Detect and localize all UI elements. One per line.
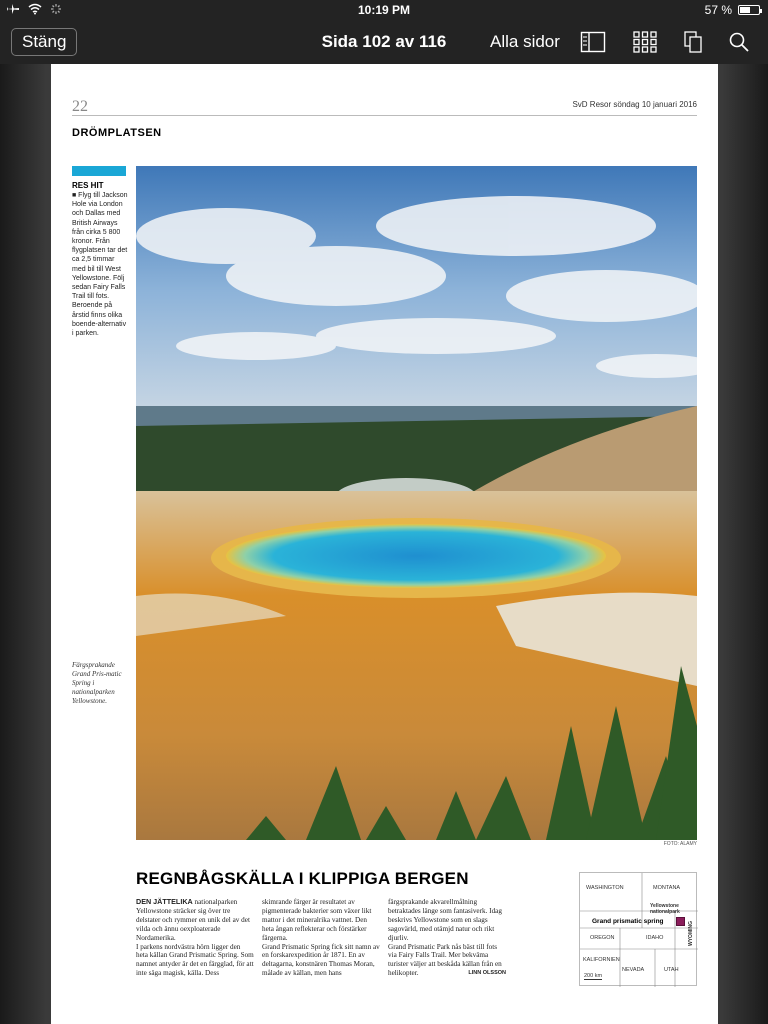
map-label-washington: WASHINGTON <box>586 885 624 891</box>
map-label-idaho: IDAHO <box>646 935 664 941</box>
page-number: 22 <box>72 98 88 115</box>
map-label-california: KALIFORNIEN <box>583 957 620 963</box>
document-viewer[interactable] <box>0 64 768 1024</box>
page-indicator: Sida 102 av 116 <box>321 32 447 51</box>
section-heading: DRÖMPLATSEN <box>72 127 162 139</box>
all-pages-button[interactable]: Alla sidor <box>490 32 560 51</box>
article-lead: DEN JÄTTELIKA <box>136 897 193 906</box>
sidebar-accent-bar <box>72 166 126 176</box>
sidebar-heading: RES HIT <box>72 181 104 190</box>
battery-icon <box>738 5 760 15</box>
article-column-1 <box>136 898 254 978</box>
search-icon[interactable] <box>727 30 753 54</box>
article-text-1: nationalparken Yellowstone sträcker sig över tre delstater och rymmer en unik del av det vilda och ännu oexploaterade Nordamerika. I parkens nordvästra hörn ligger den heta källan Grand Prismatic Spring. Som namnet antyder är det en färgglad, för att inte säga magisk, källa. Dess <box>136 898 254 978</box>
article-column-3 <box>388 898 506 978</box>
status-bar <box>0 0 768 22</box>
article-column-2: skimrande färger är resultatet av pigmenterade bakterier som växer likt mattor i det mineralrika vattnet. Den heta ångan reflekterar och förstärker färgerna. Grand Prismatic Spring fick sitt namn av en forskarexpedition år 1871. En av deltagarna, konstnären Thomas Moran, målade av källan, men hans <box>262 898 380 978</box>
byline: LINN OLSSON <box>468 970 506 977</box>
close-button[interactable]: Stäng <box>11 28 77 56</box>
grid-view-icon[interactable] <box>632 30 658 54</box>
article-body <box>136 898 506 978</box>
reader-toolbar <box>0 22 768 64</box>
map-label-spring: Grand prismatic spring <box>592 918 664 925</box>
single-page-icon[interactable] <box>580 30 606 54</box>
photo-credit: FOTO: ALAMY <box>663 841 697 847</box>
status-right <box>705 3 760 17</box>
newspaper-page[interactable] <box>51 64 718 1024</box>
map-label-park: Yellowstone nationalpark <box>650 903 680 915</box>
yellowstone-photo <box>136 166 697 840</box>
map-label-utah: UTAH <box>664 967 679 973</box>
article-text-3: färgsprakande akvarellmålning betraktades länge som fantasiverk. Idag beskrivs Yellowstone som en slags sagovärld, med otämjd natur och rikt djurliv. Grand Prismatic Park nås bäst till fots via Fairy Falls Trail. Mer bekväma turister väljer att beskåda källan från en helikopter. <box>388 898 502 978</box>
map-label-oregon: OREGON <box>590 935 615 941</box>
map-label-wyoming: WYOMING <box>688 921 694 946</box>
map-label-nevada: NEVADA <box>622 967 645 973</box>
sidebar-text: ■ Flyg till Jackson Hole via London och Dallas med British Airways från cirka 5 800 kronor. Från flygplatsen tar det ca 2,5 timmar med bil till West Yellowstone. Följ sedan Fairy Falls Trail till fots. Beroende på årstid finns olika boende-alternativ i parken. <box>72 192 128 338</box>
header-rule <box>72 115 697 116</box>
pages-icon[interactable] <box>681 30 707 54</box>
photo-caption: Färgsprakande Grand Pris-matic Spring i nationalparken Yellowstone. <box>72 661 122 705</box>
article-headline: REGNBÅGSKÄLLA I KLIPPIGA BERGEN <box>136 869 469 888</box>
locator-map <box>579 872 697 986</box>
clock: 10:19 PM <box>357 3 411 17</box>
map-location-pin <box>676 917 685 926</box>
map-label-montana: MONTANA <box>653 885 681 891</box>
publication-date: SvD Resor söndag 10 januari 2016 <box>572 100 697 109</box>
map-scale: 200 km <box>584 973 603 979</box>
battery-percent: 57 % <box>704 3 732 17</box>
